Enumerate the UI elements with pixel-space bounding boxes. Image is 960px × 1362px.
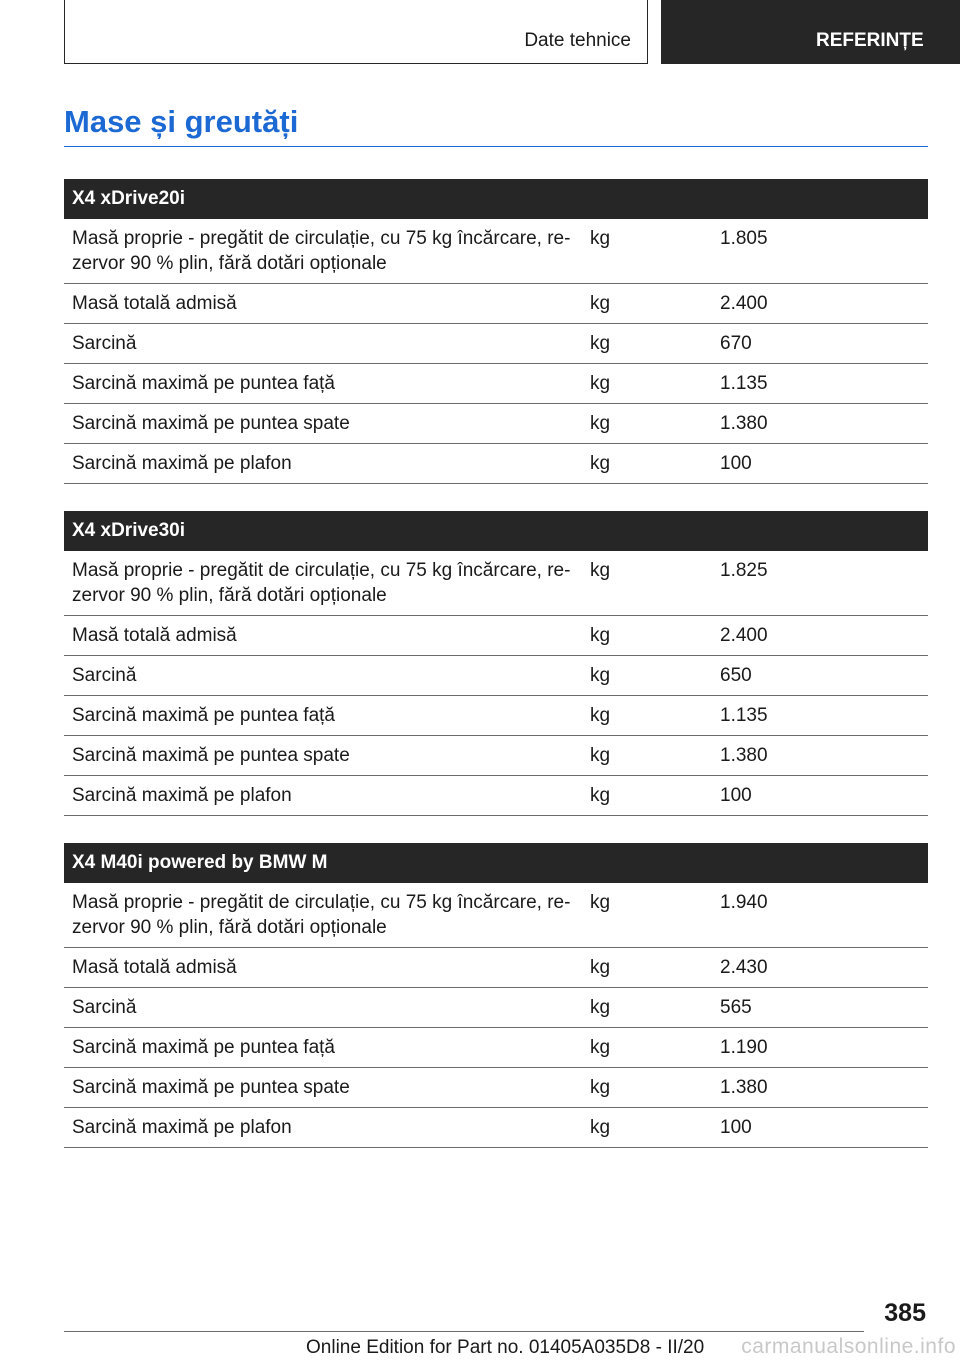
row-value: 650	[720, 665, 752, 686]
spec-table-heading: X4 xDrive30i	[64, 511, 928, 551]
row-unit: kg	[590, 228, 611, 249]
table-row	[64, 324, 928, 364]
row-value: 2.400	[720, 293, 768, 314]
row-label: Sarcină maximă pe puntea spate	[72, 413, 350, 434]
row-label: Masă totală admisă	[72, 957, 237, 978]
row-unit: kg	[590, 957, 611, 978]
row-unit: kg	[590, 665, 611, 686]
table-row	[64, 284, 928, 324]
row-label: Sarcină maximă pe puntea față	[72, 373, 335, 394]
table-row	[64, 696, 928, 736]
row-unit: kg	[590, 1117, 611, 1138]
header-chapter-tab	[661, 0, 960, 64]
spec-table-xdrive20i	[64, 179, 928, 484]
row-label: Sarcină	[72, 665, 137, 686]
row-label: Sarcină maximă pe puntea față	[72, 1037, 335, 1058]
spec-table-heading: X4 xDrive20i	[64, 179, 928, 219]
row-label: Sarcină	[72, 997, 137, 1018]
row-unit: kg	[590, 997, 611, 1018]
table-row	[64, 1028, 928, 1068]
row-value: 100	[720, 785, 752, 806]
title-divider	[64, 146, 928, 147]
row-label: Masă proprie - pregătit de circulație, cu 75 kg încărcare, re- zervor 90 % plin, fără dotări opționale	[72, 892, 571, 938]
row-value: 100	[720, 453, 752, 474]
row-value: 565	[720, 997, 752, 1018]
table-row	[64, 444, 928, 484]
table-row	[64, 364, 928, 404]
row-unit: kg	[590, 453, 611, 474]
table-row	[64, 1068, 928, 1108]
row-unit: kg	[590, 413, 611, 434]
row-value: 1.805	[720, 228, 768, 249]
row-unit: kg	[590, 745, 611, 766]
row-label: Sarcină maximă pe puntea față	[72, 705, 335, 726]
table-row	[64, 988, 928, 1028]
row-value: 1.380	[720, 745, 768, 766]
row-unit: kg	[590, 1077, 611, 1098]
row-value: 2.430	[720, 957, 768, 978]
row-label: Masă proprie - pregătit de circulație, cu 75 kg încărcare, re- zervor 90 % plin, fără dotări opționale	[72, 228, 571, 274]
row-value: 1.135	[720, 373, 768, 394]
header-section-box	[64, 0, 648, 64]
row-label: Sarcină maximă pe plafon	[72, 785, 292, 806]
watermark: carmanualsonline.info	[741, 1335, 956, 1358]
row-label: Sarcină maximă pe puntea spate	[72, 745, 350, 766]
row-label: Masă proprie - pregătit de circulație, cu 75 kg încărcare, re- zervor 90 % plin, fără dotări opționale	[72, 560, 571, 606]
table-row	[64, 219, 928, 284]
row-unit: kg	[590, 293, 611, 314]
table-row	[64, 1108, 928, 1148]
row-unit: kg	[590, 785, 611, 806]
row-value: 2.400	[720, 625, 768, 646]
row-unit: kg	[590, 625, 611, 646]
spec-table-xdrive30i	[64, 511, 928, 816]
page-title: Mase și greutăți	[64, 104, 299, 139]
row-label: Masă totală admisă	[72, 293, 237, 314]
row-label: Sarcină	[72, 333, 137, 354]
row-value: 1.190	[720, 1037, 768, 1058]
row-value: 1.380	[720, 413, 768, 434]
table-row	[64, 883, 928, 948]
table-row	[64, 551, 928, 616]
row-label: Sarcină maximă pe plafon	[72, 1117, 292, 1138]
table-row	[64, 736, 928, 776]
footer-divider	[64, 1331, 864, 1332]
row-unit: kg	[590, 892, 611, 913]
table-row	[64, 948, 928, 988]
row-label: Sarcină maximă pe puntea spate	[72, 1077, 350, 1098]
header-chapter-label: REFERINȚE	[816, 30, 924, 51]
table-row	[64, 776, 928, 816]
row-unit: kg	[590, 705, 611, 726]
table-row	[64, 404, 928, 444]
spec-table-m40i	[64, 843, 928, 1148]
page-number: 385	[884, 1299, 926, 1327]
row-value: 1.825	[720, 560, 768, 581]
spec-table-heading: X4 M40i powered by BMW M	[64, 843, 928, 883]
table-row	[64, 616, 928, 656]
row-unit: kg	[590, 1037, 611, 1058]
row-label: Masă totală admisă	[72, 625, 237, 646]
row-value: 670	[720, 333, 752, 354]
row-label: Sarcină maximă pe plafon	[72, 453, 292, 474]
footer-edition-text: Online Edition for Part no. 01405A035D8 - II/20	[306, 1337, 705, 1358]
row-value: 1.380	[720, 1077, 768, 1098]
row-unit: kg	[590, 333, 611, 354]
row-unit: kg	[590, 560, 611, 581]
row-value: 100	[720, 1117, 752, 1138]
row-value: 1.940	[720, 892, 768, 913]
header-section-title: Date tehnice	[524, 30, 631, 51]
table-row	[64, 656, 928, 696]
row-unit: kg	[590, 373, 611, 394]
row-value: 1.135	[720, 705, 768, 726]
